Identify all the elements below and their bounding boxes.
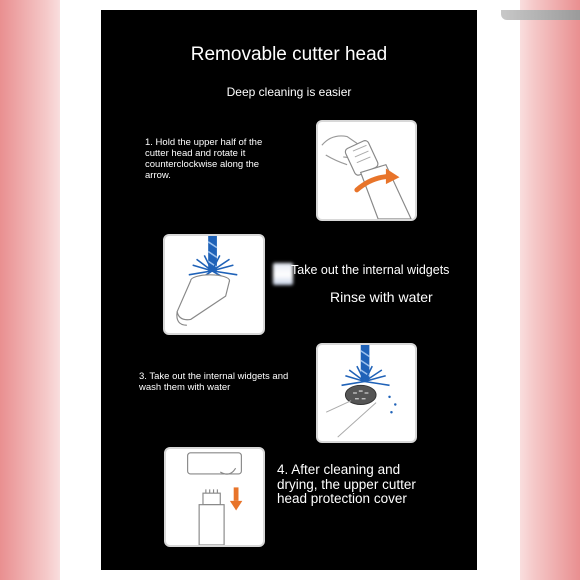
step-4-text: 4. After cleaning and drying, the upper cutter head protection cover [277, 462, 416, 506]
step-2-text-line1: Take out the internal widgets [291, 263, 450, 277]
step-1-text: 1. Hold the upper half of the cutter head and rotate it counterclockwise along the arrow. [145, 137, 263, 181]
instruction-poster [101, 10, 477, 570]
poster-title: Removable cutter head [190, 44, 388, 65]
step-3-text: 3. Take out the internal widgets and wash them with water [139, 371, 289, 393]
wash-widgets-icon [316, 343, 417, 443]
image-artifact [273, 263, 293, 285]
replace-cover-icon [164, 447, 265, 547]
step-2-text-line2: Rinse with water [330, 289, 433, 305]
rotate-cutter-head-icon [316, 120, 417, 221]
corner-decoration [501, 10, 580, 20]
poster-subtitle: Deep cleaning is easier [226, 85, 352, 99]
rinse-head-icon [163, 234, 265, 335]
